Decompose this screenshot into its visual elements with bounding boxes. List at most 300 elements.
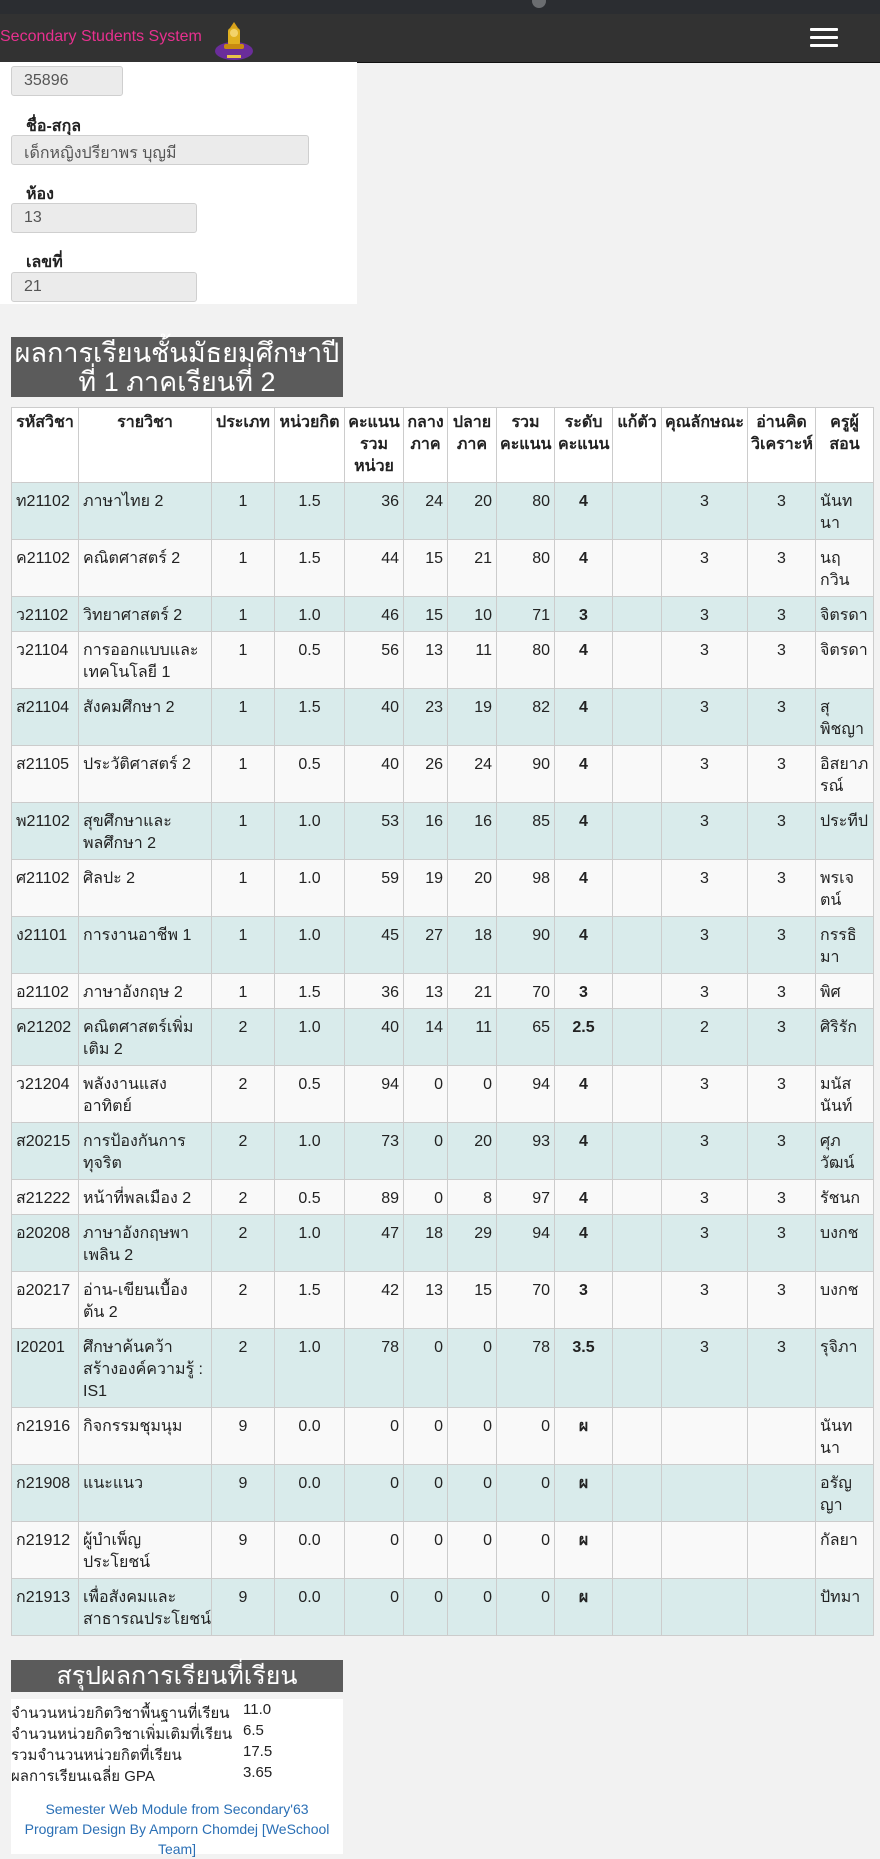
table-cell: 0 bbox=[448, 1579, 497, 1636]
summary-label: จำนวนหน่วยกิตวิชาเพิ่มเติมที่เรียน bbox=[11, 1726, 233, 1743]
table-cell: ว21102 bbox=[12, 597, 79, 632]
table-cell: ศิลปะ 2 bbox=[79, 860, 212, 917]
column-header: คะแนนรวมหน่วย bbox=[345, 408, 404, 483]
table-cell: ก21912 bbox=[12, 1522, 79, 1579]
table-cell: 20 bbox=[448, 1123, 497, 1180]
table-cell bbox=[613, 483, 662, 540]
table-cell: 80 bbox=[497, 483, 555, 540]
table-cell: 24 bbox=[448, 746, 497, 803]
column-header: ครูผู้สอน bbox=[816, 408, 874, 483]
table-cell: 15 bbox=[448, 1272, 497, 1329]
table-cell bbox=[613, 1579, 662, 1636]
room-label: ห้อง bbox=[26, 186, 54, 203]
table-cell bbox=[662, 1522, 748, 1579]
table-cell bbox=[613, 1009, 662, 1066]
table-cell bbox=[748, 1579, 816, 1636]
table-cell: 3 bbox=[748, 483, 816, 540]
column-header: กลางภาค bbox=[404, 408, 448, 483]
table-cell: 40 bbox=[345, 746, 404, 803]
table-cell: 1 bbox=[212, 597, 275, 632]
table-row bbox=[12, 1329, 874, 1408]
table-cell: 78 bbox=[497, 1329, 555, 1408]
table-cell: 65 bbox=[497, 1009, 555, 1066]
table-cell: จิตรดา bbox=[816, 632, 874, 689]
table-cell bbox=[613, 540, 662, 597]
table-cell: 53 bbox=[345, 803, 404, 860]
table-cell: 44 bbox=[345, 540, 404, 597]
table-cell: พลังงานแสงอาทิตย์ bbox=[79, 1066, 212, 1123]
table-row bbox=[12, 1272, 874, 1329]
table-cell: การออกแบบและเทคโนโลยี 1 bbox=[79, 632, 212, 689]
table-cell: 0 bbox=[404, 1329, 448, 1408]
table-cell: 3 bbox=[662, 974, 748, 1009]
school-emblem-icon[interactable] bbox=[212, 17, 256, 61]
summary-panel bbox=[11, 1699, 343, 1857]
table-cell: 4 bbox=[555, 746, 613, 803]
table-cell: 0.0 bbox=[275, 1465, 345, 1522]
table-cell: พรเจตน์ bbox=[816, 860, 874, 917]
table-cell: 20 bbox=[448, 483, 497, 540]
table-cell: 4 bbox=[555, 917, 613, 974]
table-row bbox=[12, 1215, 874, 1272]
table-cell: อ่าน-เขียนเบื้องต้น 2 bbox=[79, 1272, 212, 1329]
summary-label: ผลการเรียนเฉลี่ย GPA bbox=[11, 1768, 155, 1785]
table-cell: 0.5 bbox=[275, 1180, 345, 1215]
table-cell bbox=[662, 1579, 748, 1636]
grades-table bbox=[11, 407, 874, 1636]
summary-value: 3.65 bbox=[243, 1764, 273, 1781]
table-cell: 0 bbox=[448, 1408, 497, 1465]
column-header: แก้ตัว bbox=[613, 408, 662, 483]
table-cell bbox=[613, 1272, 662, 1329]
summary-row bbox=[11, 1743, 273, 1767]
name-label: ชื่อ-สกุล bbox=[26, 118, 82, 135]
table-cell: 16 bbox=[448, 803, 497, 860]
table-cell: 18 bbox=[448, 917, 497, 974]
table-cell bbox=[613, 860, 662, 917]
table-cell: ว21104 bbox=[12, 632, 79, 689]
table-cell: 3 bbox=[555, 1272, 613, 1329]
table-cell bbox=[662, 1465, 748, 1522]
table-cell: 9 bbox=[212, 1465, 275, 1522]
table-cell: จิตรดา bbox=[816, 597, 874, 632]
table-cell: 0 bbox=[404, 1465, 448, 1522]
table-cell: 4 bbox=[555, 860, 613, 917]
column-header: ระดับคะแนน bbox=[555, 408, 613, 483]
table-cell: 3 bbox=[662, 746, 748, 803]
table-cell: 0 bbox=[404, 1408, 448, 1465]
table-cell bbox=[613, 597, 662, 632]
table-cell: 2 bbox=[212, 1009, 275, 1066]
table-cell: 3 bbox=[748, 689, 816, 746]
table-cell: 4 bbox=[555, 689, 613, 746]
student-info-form bbox=[0, 62, 357, 304]
table-cell: 0 bbox=[345, 1522, 404, 1579]
table-cell: 11 bbox=[448, 632, 497, 689]
table-cell: นันทนา bbox=[816, 1408, 874, 1465]
table-cell: 2 bbox=[212, 1329, 275, 1408]
table-cell bbox=[613, 632, 662, 689]
grades-section-title: ผลการเรียนชั้นมัธยมศึกษาปีที่ 1 ภาคเรียนที่ 2 bbox=[11, 337, 343, 397]
table-cell: 4 bbox=[555, 483, 613, 540]
table-row bbox=[12, 974, 874, 1009]
table-cell: 8 bbox=[448, 1180, 497, 1215]
table-cell: 4 bbox=[555, 1066, 613, 1123]
brand-link[interactable]: Secondary Students System bbox=[0, 28, 202, 45]
table-cell: กิจกรรมชุมนุม bbox=[79, 1408, 212, 1465]
table-cell: 40 bbox=[345, 1009, 404, 1066]
table-cell: 11 bbox=[448, 1009, 497, 1066]
table-cell: ศิริรัก bbox=[816, 1009, 874, 1066]
table-cell: 3 bbox=[748, 974, 816, 1009]
table-cell: 24 bbox=[404, 483, 448, 540]
table-cell: 0 bbox=[448, 1522, 497, 1579]
table-row bbox=[12, 1180, 874, 1215]
table-cell: 4 bbox=[555, 632, 613, 689]
table-cell: 93 bbox=[497, 1123, 555, 1180]
table-cell: 0 bbox=[448, 1465, 497, 1522]
column-header: อ่านคิดวิเคราะห์ bbox=[748, 408, 816, 483]
table-cell: 1 bbox=[212, 689, 275, 746]
table-cell: 3 bbox=[748, 540, 816, 597]
table-cell bbox=[748, 1465, 816, 1522]
table-cell: 47 bbox=[345, 1215, 404, 1272]
table-cell: 3 bbox=[748, 1329, 816, 1408]
table-row bbox=[12, 803, 874, 860]
table-cell bbox=[748, 1408, 816, 1465]
table-cell: 0 bbox=[497, 1408, 555, 1465]
table-cell bbox=[613, 1215, 662, 1272]
table-row bbox=[12, 1123, 874, 1180]
table-cell: ภาษาอังกฤษพาเพลิน 2 bbox=[79, 1215, 212, 1272]
table-cell: สุขศึกษาและพลศึกษา 2 bbox=[79, 803, 212, 860]
table-cell: 1.0 bbox=[275, 1123, 345, 1180]
table-cell: ก21916 bbox=[12, 1408, 79, 1465]
table-cell: 1.0 bbox=[275, 1215, 345, 1272]
table-cell: สุพิชญา bbox=[816, 689, 874, 746]
table-cell: 9 bbox=[212, 1579, 275, 1636]
table-cell: 1 bbox=[212, 632, 275, 689]
table-cell: 21 bbox=[448, 974, 497, 1009]
column-header: รหัสวิชา bbox=[12, 408, 79, 483]
table-cell: การงานอาชีพ 1 bbox=[79, 917, 212, 974]
table-cell: 0.5 bbox=[275, 632, 345, 689]
table-cell: 15 bbox=[404, 597, 448, 632]
table-cell: 13 bbox=[404, 1272, 448, 1329]
credit-line-1: Semester Web Module from Secondary'63 bbox=[45, 1801, 309, 1817]
table-cell: 3 bbox=[662, 483, 748, 540]
table-cell: 40 bbox=[345, 689, 404, 746]
table-cell: 1.0 bbox=[275, 803, 345, 860]
table-row bbox=[12, 483, 874, 540]
table-cell: 1 bbox=[212, 483, 275, 540]
table-cell: กรรธิมา bbox=[816, 917, 874, 974]
table-cell: 13 bbox=[404, 632, 448, 689]
table-cell: ศึกษาค้นคว้าสร้างองค์ความรู้ : IS1 bbox=[79, 1329, 212, 1408]
table-cell: 0 bbox=[404, 1123, 448, 1180]
table-header-row bbox=[12, 408, 874, 483]
table-cell: 0 bbox=[497, 1579, 555, 1636]
table-cell: สังคมศึกษา 2 bbox=[79, 689, 212, 746]
column-header: หน่วยกิต bbox=[275, 408, 345, 483]
table-cell: 2 bbox=[212, 1272, 275, 1329]
table-cell: 90 bbox=[497, 917, 555, 974]
table-row bbox=[12, 1579, 874, 1636]
table-cell: แนะแนว bbox=[79, 1465, 212, 1522]
table-cell: 2 bbox=[212, 1215, 275, 1272]
table-cell: ค21202 bbox=[12, 1009, 79, 1066]
summary-label: จำนวนหน่วยกิตวิชาพื้นฐานที่เรียน bbox=[11, 1705, 230, 1722]
table-cell: 85 bbox=[497, 803, 555, 860]
table-cell: 0 bbox=[448, 1066, 497, 1123]
table-cell: ผ bbox=[555, 1408, 613, 1465]
table-cell: 3 bbox=[748, 1009, 816, 1066]
table-row bbox=[12, 1009, 874, 1066]
table-cell: 3 bbox=[555, 597, 613, 632]
table-cell: ส21222 bbox=[12, 1180, 79, 1215]
table-cell: หน้าที่พลเมือง 2 bbox=[79, 1180, 212, 1215]
table-cell: พิศ bbox=[816, 974, 874, 1009]
table-cell: 1.5 bbox=[275, 1272, 345, 1329]
student-id-field[interactable]: 35896 bbox=[11, 66, 123, 96]
column-header: คุณลักษณะ bbox=[662, 408, 748, 483]
table-row bbox=[12, 1408, 874, 1465]
room-field[interactable]: 13 bbox=[11, 203, 197, 233]
table-cell: 3 bbox=[662, 1123, 748, 1180]
table-cell: 13 bbox=[404, 974, 448, 1009]
indicator-dot-icon bbox=[532, 0, 546, 8]
table-cell: 0.0 bbox=[275, 1408, 345, 1465]
table-row bbox=[12, 597, 874, 632]
table-cell: 1.0 bbox=[275, 917, 345, 974]
table-cell: 3 bbox=[748, 597, 816, 632]
table-cell: มนัสนันท์ bbox=[816, 1066, 874, 1123]
table-cell: 23 bbox=[404, 689, 448, 746]
table-cell: 3 bbox=[662, 540, 748, 597]
table-row bbox=[12, 1066, 874, 1123]
table-cell: เพื่อสังคมและสาธารณประโยชน์ bbox=[79, 1579, 212, 1636]
table-cell bbox=[748, 1522, 816, 1579]
table-cell: 1.5 bbox=[275, 689, 345, 746]
table-cell: 2 bbox=[662, 1009, 748, 1066]
table-cell: 2.5 bbox=[555, 1009, 613, 1066]
table-cell: 3 bbox=[748, 1180, 816, 1215]
table-cell: 4 bbox=[555, 1123, 613, 1180]
table-cell: กัลยา bbox=[816, 1522, 874, 1579]
table-cell bbox=[613, 1066, 662, 1123]
navbar bbox=[0, 14, 880, 63]
table-cell: 4 bbox=[555, 1215, 613, 1272]
table-cell: 36 bbox=[345, 483, 404, 540]
table-cell: 18 bbox=[404, 1215, 448, 1272]
table-cell: 71 bbox=[497, 597, 555, 632]
summary-row bbox=[11, 1701, 272, 1725]
table-cell: 3 bbox=[748, 917, 816, 974]
table-cell: ก21908 bbox=[12, 1465, 79, 1522]
table-cell bbox=[613, 1465, 662, 1522]
table-cell: 59 bbox=[345, 860, 404, 917]
table-cell: 0 bbox=[497, 1465, 555, 1522]
table-cell: ประทีป bbox=[816, 803, 874, 860]
table-row bbox=[12, 746, 874, 803]
summary-value: 11.0 bbox=[243, 1701, 272, 1718]
table-cell: นันทนา bbox=[816, 483, 874, 540]
table-cell: 19 bbox=[448, 689, 497, 746]
table-cell: 1.5 bbox=[275, 483, 345, 540]
summary-section-title: สรุปผลการเรียนที่เรียน bbox=[11, 1660, 343, 1692]
table-cell: 78 bbox=[345, 1329, 404, 1408]
table-cell: 1 bbox=[212, 540, 275, 597]
table-cell: 9 bbox=[212, 1522, 275, 1579]
table-cell: คณิตศาสตร์เพิ่มเติม 2 bbox=[79, 1009, 212, 1066]
table-row bbox=[12, 632, 874, 689]
table-cell: 0.0 bbox=[275, 1522, 345, 1579]
table-cell: 16 bbox=[404, 803, 448, 860]
browser-top-strip bbox=[0, 0, 880, 14]
table-cell: ว21204 bbox=[12, 1066, 79, 1123]
table-cell: อ20217 bbox=[12, 1272, 79, 1329]
table-cell: 0 bbox=[497, 1522, 555, 1579]
table-cell bbox=[662, 1408, 748, 1465]
summary-row bbox=[11, 1764, 273, 1788]
table-cell: ก21913 bbox=[12, 1579, 79, 1636]
table-cell: 1 bbox=[212, 803, 275, 860]
table-cell: ภาษาอังกฤษ 2 bbox=[79, 974, 212, 1009]
table-cell: พ21102 bbox=[12, 803, 79, 860]
table-cell: 2 bbox=[212, 1066, 275, 1123]
number-field[interactable]: 21 bbox=[11, 272, 197, 302]
table-row bbox=[12, 689, 874, 746]
table-cell: ปัทมา bbox=[816, 1579, 874, 1636]
table-cell: 3 bbox=[662, 1066, 748, 1123]
table-cell bbox=[613, 1522, 662, 1579]
table-cell: บงกช bbox=[816, 1272, 874, 1329]
table-cell: 94 bbox=[497, 1215, 555, 1272]
table-cell: 14 bbox=[404, 1009, 448, 1066]
table-cell: 26 bbox=[404, 746, 448, 803]
table-cell: 3 bbox=[662, 689, 748, 746]
table-cell: 80 bbox=[497, 540, 555, 597]
table-cell: ผู้บำเพ็ญประโยชน์ bbox=[79, 1522, 212, 1579]
table-cell: 3 bbox=[662, 917, 748, 974]
table-cell: I20201 bbox=[12, 1329, 79, 1408]
credit-line-2: Program Design By Amporn Chomdej [WeSchool Team] bbox=[24, 1821, 330, 1857]
table-cell bbox=[613, 1408, 662, 1465]
table-cell: ผ bbox=[555, 1579, 613, 1636]
number-label: เลขที่ bbox=[26, 254, 63, 271]
table-cell: ประวัติศาสตร์ 2 bbox=[79, 746, 212, 803]
table-cell: 1 bbox=[212, 746, 275, 803]
table-cell: 29 bbox=[448, 1215, 497, 1272]
table-cell: 1 bbox=[212, 974, 275, 1009]
table-cell: 0 bbox=[404, 1180, 448, 1215]
table-cell: ภาษาไทย 2 bbox=[79, 483, 212, 540]
table-cell: 4 bbox=[555, 1180, 613, 1215]
hamburger-menu-icon[interactable] bbox=[810, 28, 838, 48]
table-cell: 0 bbox=[345, 1408, 404, 1465]
table-cell: 80 bbox=[497, 632, 555, 689]
table-cell: ศ21102 bbox=[12, 860, 79, 917]
table-cell: ค21102 bbox=[12, 540, 79, 597]
table-cell: 4 bbox=[555, 540, 613, 597]
table-cell: 46 bbox=[345, 597, 404, 632]
table-cell bbox=[613, 689, 662, 746]
table-cell: 1.0 bbox=[275, 860, 345, 917]
table-cell bbox=[613, 1180, 662, 1215]
table-cell: 89 bbox=[345, 1180, 404, 1215]
table-cell: ส21104 bbox=[12, 689, 79, 746]
table-cell: 1.5 bbox=[275, 540, 345, 597]
summary-value: 17.5 bbox=[243, 1743, 273, 1760]
table-cell: 94 bbox=[497, 1066, 555, 1123]
table-cell: ส21105 bbox=[12, 746, 79, 803]
table-cell: คณิตศาสตร์ 2 bbox=[79, 540, 212, 597]
table-cell: 21 bbox=[448, 540, 497, 597]
table-cell: ง21101 bbox=[12, 917, 79, 974]
table-cell: 97 bbox=[497, 1180, 555, 1215]
table-cell: 1.0 bbox=[275, 1009, 345, 1066]
table-cell: นฤกวิน bbox=[816, 540, 874, 597]
table-cell: 3 bbox=[748, 803, 816, 860]
table-cell: 0 bbox=[404, 1066, 448, 1123]
summary-value: 6.5 bbox=[243, 1722, 264, 1739]
table-cell: 0 bbox=[404, 1522, 448, 1579]
table-cell: 98 bbox=[497, 860, 555, 917]
table-cell: 0.5 bbox=[275, 746, 345, 803]
table-cell: 1 bbox=[212, 860, 275, 917]
table-cell: 0 bbox=[404, 1579, 448, 1636]
table-cell: 3 bbox=[748, 860, 816, 917]
grades-table-body bbox=[12, 483, 874, 1636]
table-cell: ศุภวัฒน์ bbox=[816, 1123, 874, 1180]
table-cell: 1.5 bbox=[275, 974, 345, 1009]
table-cell bbox=[613, 917, 662, 974]
table-cell bbox=[613, 803, 662, 860]
table-cell: วิทยาศาสตร์ 2 bbox=[79, 597, 212, 632]
table-cell: 1.0 bbox=[275, 597, 345, 632]
table-cell: 4 bbox=[555, 803, 613, 860]
table-cell: 3 bbox=[748, 1272, 816, 1329]
column-header: รวมคะแนน bbox=[497, 408, 555, 483]
table-cell: 90 bbox=[497, 746, 555, 803]
table-cell: อ21102 bbox=[12, 974, 79, 1009]
table-cell: 70 bbox=[497, 974, 555, 1009]
table-cell: ผ bbox=[555, 1465, 613, 1522]
table-row bbox=[12, 917, 874, 974]
table-row bbox=[12, 1465, 874, 1522]
table-cell: อิสยาภรณ์ bbox=[816, 746, 874, 803]
column-header: ปลายภาค bbox=[448, 408, 497, 483]
table-cell bbox=[613, 974, 662, 1009]
table-cell: 2 bbox=[212, 1180, 275, 1215]
table-cell: 45 bbox=[345, 917, 404, 974]
table-cell: 10 bbox=[448, 597, 497, 632]
table-cell: 1.0 bbox=[275, 1329, 345, 1408]
table-cell: 3 bbox=[748, 632, 816, 689]
summary-row bbox=[11, 1722, 264, 1746]
table-cell: 36 bbox=[345, 974, 404, 1009]
table-row bbox=[12, 540, 874, 597]
table-cell: 3 bbox=[748, 746, 816, 803]
table-cell: 20 bbox=[448, 860, 497, 917]
table-cell bbox=[613, 746, 662, 803]
table-cell: 3.5 bbox=[555, 1329, 613, 1408]
table-cell: 3 bbox=[662, 1215, 748, 1272]
name-field[interactable]: เด็กหญิงปรียาพร บุญมี bbox=[11, 135, 309, 165]
table-cell: 3 bbox=[662, 632, 748, 689]
table-cell bbox=[613, 1329, 662, 1408]
table-cell: ผ bbox=[555, 1522, 613, 1579]
